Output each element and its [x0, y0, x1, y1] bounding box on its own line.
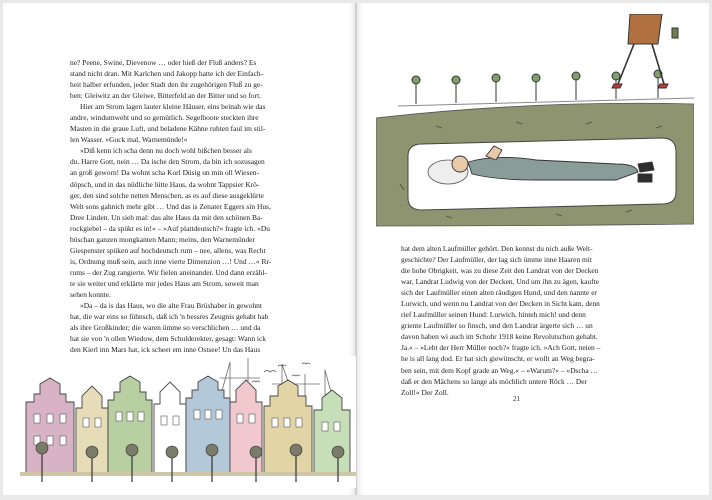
- text-line: rockgiebel – da spükt es in!« – »Auf plattdeutsch?« fragte ich. »Du: [70, 223, 270, 233]
- text-line: die hohe Obrigkeit, was zu diese Zeit den Landrat von der Decken: [401, 266, 599, 276]
- text-line: Hier am Strom lagen lauter kleine Häuser, eins beinah wie das: [80, 102, 266, 112]
- text-line: Giespenster spüken auf hochdeutsch rum – nee, allens, was Recht: [70, 245, 266, 255]
- paragraph: [70, 101, 302, 145]
- text-line: heit halber erfunden, jeder Stadt den ihr zugehörigen Fluß zu ge-: [70, 80, 263, 90]
- text-line: andre, windumweht und so gemütlich. Segelboote steckten ihre: [70, 113, 259, 123]
- text-line: rief Laufmüller seinen Hund: Lurwich, hinteh mich! und denn: [401, 310, 586, 320]
- text-line: sich der Laufmüller einen alten räudigen Hund, und den nannte er: [401, 288, 597, 298]
- paragraph: [70, 300, 302, 355]
- text-line: ben: Gleiwitz an der Gleiwe, Bitterfeld an der Bitter und so fort.: [70, 91, 262, 101]
- text-line: ger, den sind solche netten Menschen, as es auf diese ausgeklürte: [70, 190, 264, 200]
- text-line: war, Landrat Ludwig von der Decken. Und um ihn zu ägen, kaufte: [401, 277, 599, 287]
- text-line: du. Harre Gott, nein … Da ische den Strom, da bin ich sozusagen: [70, 157, 265, 167]
- text-line: te sie weiter und erklärte mir jedes Haus am Strom, soweit man: [70, 278, 259, 288]
- text-line: ben sein, mit dem Kopf grade an Weg.« – »Warum?« – »Dscha …: [401, 365, 598, 375]
- text-line: stand nicht dran. Mit Karlchen und Jakopp hatte ich der Einfach-: [70, 69, 264, 79]
- roadside-grave-illustration: [376, 14, 694, 234]
- text-line: Dree Linden. Un sieh mal: das alte Haus da mit den schönen Ba-: [70, 212, 263, 222]
- text-line: als ihre Großkinder; die waren ümme so verschlichen … und da: [70, 323, 261, 333]
- text-line: Ja.« – »Lebt der Herr Müller noch?« fragte ich. »Ach Gott, neien –: [401, 343, 601, 353]
- text-line: ne? Peene, Swine, Dievenow … oder hieß der Fluß anders? Es: [70, 58, 257, 67]
- text-line: len Wasser. »Guck mal, Warnemünde!«: [70, 135, 188, 145]
- text-line: büschan ganzen mongkanten Mann; meins, den Warnemünder: [70, 234, 255, 244]
- text-line: »Diß kenn ich scha denn nu doch wohl bißchen besser als: [80, 146, 252, 156]
- text-line: Lurwich, und wenn nu Landrat von der Decken in Sicht kam, denn: [401, 299, 600, 309]
- paragraph: [401, 243, 638, 398]
- right-page-text: [401, 243, 638, 398]
- text-line: den Kierl inn Mars hat, ick scheet em inne Ostsee! Un das Haus: [70, 345, 261, 355]
- page-number: 21: [513, 395, 520, 403]
- text-line: davon haben wi auch im Schohr 1918 keine Revolutschon gehabt.: [401, 332, 598, 342]
- paragraph: [70, 57, 302, 101]
- text-line: grientе Laufmüller so finsch, und den Landrat ärgerte sich … un: [401, 321, 593, 331]
- harbour-houses-illustration: [20, 356, 356, 488]
- text-line: he is all lang dod. Er hat sich giewünscht, er wollt an Weg begra-: [401, 354, 595, 364]
- text-line: döpsch, und in das nüdliche lütte Haus, da wohnt Tappsier Krö-: [70, 179, 260, 189]
- text-line: hat dem alten Laufmüller gehört. Den kennst du nich auße Welt-: [401, 244, 593, 253]
- left-page-text: [70, 57, 302, 355]
- text-line: Welt sons gahnich mehr gibt … Und das is Zenater Eggers sin Hus,: [70, 201, 271, 211]
- text-line: Zoll!« Der Zoll.: [401, 387, 449, 397]
- text-line: hat sie von 'n ollen Wiedow, dem Schulderekter, gesagt: Wann ick: [70, 334, 267, 344]
- text-line: sehen konnte.: [70, 289, 111, 299]
- paragraph: [70, 145, 302, 300]
- text-line: »Da – da is das Haus, wo die alte Frau Brüshaber in gewohnt: [80, 301, 262, 311]
- text-line: rums – der Zug rangierte. Wir fielen aneinander. Und dann erzähl-: [70, 267, 267, 277]
- text-line: an groß geworn! Da wohnt scha Korl Düsig un min oll Wiesen-: [70, 168, 259, 178]
- text-line: geschichte? Der Laufmüller, der lag sich ümme inne Haaren mit: [401, 255, 592, 265]
- text-line: is, Ordnung muß sein, auch inne vierte Dimenzion …! Und …« Rr-: [70, 256, 272, 266]
- text-line: Masten in die graue Luft, und beladene Kähne ruhten faul im stil-: [70, 124, 266, 134]
- text-line: hat, die war eins so fühnsch, daß ich 'n bessres Zeugnis gehabt hab: [70, 312, 269, 322]
- text-line: daß er den Mächens so lange als möchlich untere Röck … Der: [401, 376, 588, 386]
